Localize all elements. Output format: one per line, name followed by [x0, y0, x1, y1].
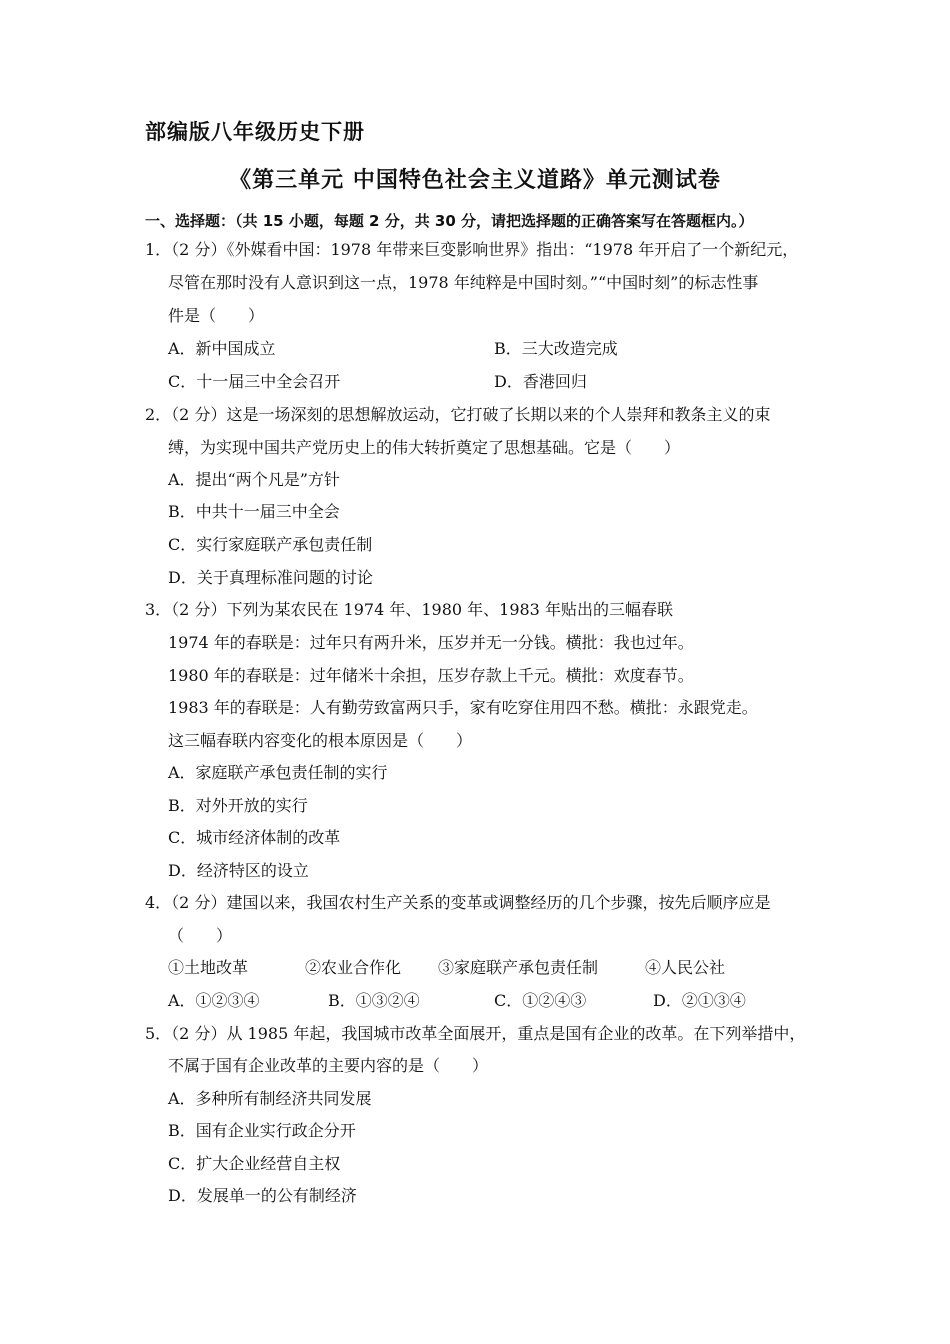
- question-2-line-2: 缚，为实现中国共产党历史上的伟大转折奠定了思想基础。它是（ ）: [168, 438, 681, 457]
- question-4-option-d: D．②①③④: [653, 991, 746, 1010]
- question-3-line-2: 1974 年的春联是：过年只有两升米，压岁并无一分钱。横批：我也过年。: [168, 633, 694, 652]
- document-title-line2: 《第三单元 中国特色社会主义道路》单元测试卷: [229, 168, 721, 193]
- question-4-item-2: ②农业合作化: [305, 958, 402, 977]
- question-1-option-d: D．香港回归: [494, 372, 587, 391]
- question-3-line-4: 1983 年的春联是：人有勤劳致富两只手，家有吃穿住用四不愁。横批：永跟党走。: [168, 698, 758, 717]
- question-3-line-5: 这三幅春联内容变化的根本原因是（ ）: [168, 731, 473, 750]
- question-1-option-c: C．十一届三中全会召开: [168, 372, 341, 391]
- question-5-line-2: 不属于国有企业改革的主要内容的是（ ）: [168, 1056, 489, 1075]
- question-2-option-b: B．中共十一届三中全会: [168, 502, 340, 521]
- question-1-option-a: A．新中国成立: [168, 339, 276, 358]
- question-4-item-4: ④人民公社: [645, 958, 726, 977]
- question-4-item-3: ③家庭联产承包责任制: [438, 958, 599, 977]
- section-heading: 一、选择题：（共 15 小题，每题 2 分，共 30 分，请把选择题的正确答案写在答题框内。）: [145, 212, 754, 230]
- question-5-line-1: 5．（2 分）从 1985 年起，我国城市改革全面展开，重点是国有企业的改革。在下列举措中，: [145, 1024, 806, 1043]
- question-3-option-b: B．对外开放的实行: [168, 796, 308, 815]
- question-5-option-d: D．发展单一的公有制经济: [168, 1186, 357, 1205]
- question-5-option-a: A．多种所有制经济共同发展: [168, 1089, 372, 1108]
- question-4-option-a: A．①②③④: [168, 991, 260, 1010]
- question-4-option-b: B．①③②④: [328, 991, 420, 1010]
- question-1-line-2: 尽管在那时没有人意识到这一点，1978 年纯粹是中国时刻。”“中国时刻”的标志性事: [168, 273, 759, 292]
- question-2-option-c: C．实行家庭联产承包责任制: [168, 535, 373, 554]
- document-title-line1: 部编版八年级历史下册: [145, 120, 365, 144]
- question-4-line-2: （ ）: [168, 926, 233, 945]
- question-1-line-1: 1．（2 分）《外媒看中国：1978 年带来巨变影响世界》指出：“1978 年开启了一个新纪元，: [145, 240, 799, 259]
- question-3-option-c: C．城市经济体制的改革: [168, 828, 341, 847]
- question-4-option-c: C．①②④③: [494, 991, 587, 1010]
- question-1-line-3: 件是（ ）: [168, 306, 265, 325]
- question-4-item-1: ①土地改革: [168, 958, 249, 977]
- question-3-line-1: 3．（2 分）下列为某农民在 1974 年、1980 年、1983 年贴出的三幅春联: [145, 600, 673, 619]
- question-1-option-b: B．三大改造完成: [494, 339, 618, 358]
- question-5-option-b: B．国有企业实行政企分开: [168, 1121, 356, 1140]
- question-3-option-d: D．经济特区的设立: [168, 861, 309, 880]
- question-5-option-c: C．扩大企业经营自主权: [168, 1154, 341, 1173]
- question-4-line-1: 4．（2 分）建国以来，我国农村生产关系的变革或调整经历的几个步骤，按先后顺序应是: [145, 893, 771, 912]
- question-3-line-3: 1980 年的春联是：过年储米十余担，压岁存款上千元。横批：欢度春节。: [168, 666, 694, 685]
- question-2-line-1: 2．（2 分）这是一场深刻的思想解放运动，它打破了长期以来的个人崇拜和教条主义的束: [145, 405, 771, 424]
- question-3-option-a: A．家庭联产承包责任制的实行: [168, 763, 388, 782]
- question-2-option-a: A．提出“两个凡是”方针: [168, 470, 340, 489]
- question-2-option-d: D．关于真理标准问题的讨论: [168, 568, 373, 587]
